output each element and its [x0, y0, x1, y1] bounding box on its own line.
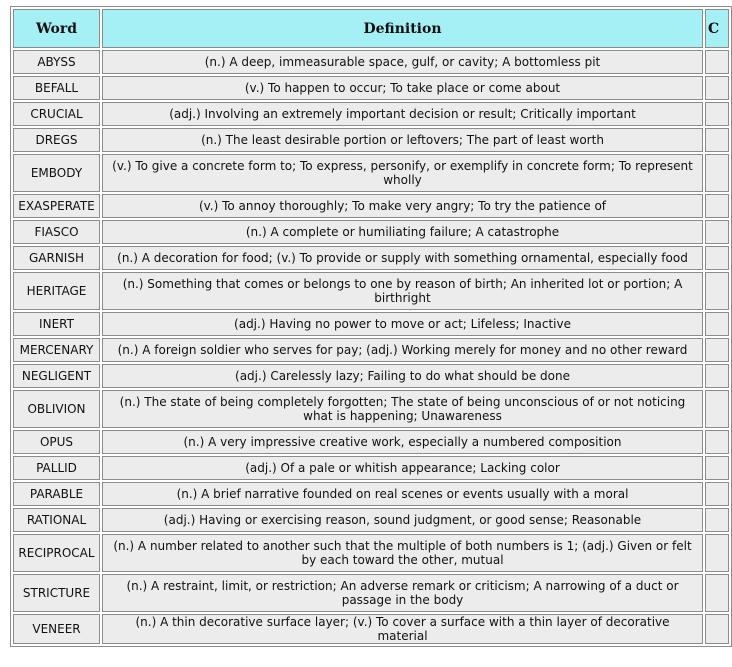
word-cell: ABYSS [13, 50, 100, 74]
definition-cell: (n.) A complete or humiliating failure; A catastrophe [102, 220, 703, 244]
definition-cell: (n.) Something that comes or belongs to one by reason of birth; An inherited lot or portion; A birthright [102, 272, 703, 310]
table-row [13, 102, 729, 126]
cropped-cell [705, 154, 729, 192]
table-row [13, 390, 729, 428]
cropped-cell [705, 76, 729, 100]
vocabulary-table [10, 6, 732, 647]
word-cell: RECIPROCAL [13, 534, 100, 572]
definition-cell: (n.) The least desirable portion or leftovers; The part of least worth [102, 128, 703, 152]
word-cell: CRUCIAL [13, 102, 100, 126]
word-cell: PARABLE [13, 482, 100, 506]
table-row [13, 508, 729, 532]
cropped-cell [705, 390, 729, 428]
cropped-fragment [150, 0, 310, 1]
definition-cell: (v.) To give a concrete form to; To express, personify, or exemplify in concrete form; To represent wholly [102, 154, 703, 192]
definition-cell: (n.) A deep, immeasurable space, gulf, or cavity; A bottomless pit [102, 50, 703, 74]
definition-cell: (n.) A decoration for food; (v.) To provide or supply with something ornamental, especially food [102, 246, 703, 270]
cropped-cell [705, 128, 729, 152]
cropped-cell [705, 312, 729, 336]
cropped-cell [705, 272, 729, 310]
header-row [13, 9, 729, 48]
word-cell: NEGLIGENT [13, 364, 100, 388]
cropped-cell [705, 220, 729, 244]
word-cell: OPUS [13, 430, 100, 454]
definition-cell: (v.) To annoy thoroughly; To make very angry; To try the patience of [102, 194, 703, 218]
table-row [13, 50, 729, 74]
definition-cell: (adj.) Having or exercising reason, sound judgment, or good sense; Reasonable [102, 508, 703, 532]
table-row [13, 338, 729, 362]
cropped-column-header: C [705, 9, 729, 48]
word-cell: DREGS [13, 128, 100, 152]
definition-cell: (n.) A foreign soldier who serves for pay; (adj.) Working merely for money and no other reward [102, 338, 703, 362]
table-row [13, 128, 729, 152]
word-cell: RATIONAL [13, 508, 100, 532]
definition-cell: (adj.) Carelessly lazy; Failing to do what should be done [102, 364, 703, 388]
table-row [13, 220, 729, 244]
definition-column-header: Definition [102, 9, 703, 48]
word-cell: EXASPERATE [13, 194, 100, 218]
word-cell: FIASCO [13, 220, 100, 244]
table-row [13, 614, 729, 644]
cropped-cell [705, 508, 729, 532]
cropped-cell [705, 246, 729, 270]
table-row [13, 76, 729, 100]
cropped-cell [705, 194, 729, 218]
cropped-cell [705, 50, 729, 74]
definition-cell: (n.) A number related to another such that the multiple of both numbers is 1; (adj.) Given or felt by each toward the other, mutual [102, 534, 703, 572]
definition-cell: (v.) To happen to occur; To take place or come about [102, 76, 703, 100]
word-cell: VENEER [13, 614, 100, 644]
table-row [13, 364, 729, 388]
table-row [13, 194, 729, 218]
definition-cell: (n.) A brief narrative founded on real scenes or events usually with a moral [102, 482, 703, 506]
table-row [13, 574, 729, 612]
word-cell: PALLID [13, 456, 100, 480]
table-row [13, 456, 729, 480]
table-row [13, 430, 729, 454]
table-row [13, 312, 729, 336]
word-cell: STRICTURE [13, 574, 100, 612]
definition-cell: (n.) The state of being completely forgotten; The state of being unconscious of or not noticing what is happening; Unawareness [102, 390, 703, 428]
table-row [13, 154, 729, 192]
table-row [13, 482, 729, 506]
table-row [13, 246, 729, 270]
cropped-cell [705, 482, 729, 506]
table-row [13, 534, 729, 572]
cropped-cell [705, 102, 729, 126]
cropped-cell [705, 614, 729, 644]
word-cell: HERITAGE [13, 272, 100, 310]
word-cell: MERCENARY [13, 338, 100, 362]
cropped-cell [705, 430, 729, 454]
cropped-cell [705, 338, 729, 362]
cropped-cell [705, 574, 729, 612]
cropped-cell [705, 534, 729, 572]
word-cell: INERT [13, 312, 100, 336]
definition-cell: (n.) A thin decorative surface layer; (v.) To cover a surface with a thin layer of decorative material [102, 614, 703, 644]
definition-cell: (adj.) Having no power to move or act; Lifeless; Inactive [102, 312, 703, 336]
word-cell: BEFALL [13, 76, 100, 100]
cropped-cell [705, 364, 729, 388]
definition-cell: (n.) A very impressive creative work, especially a numbered composition [102, 430, 703, 454]
cropped-cell [705, 456, 729, 480]
definition-cell: (adj.) Involving an extremely important decision or result; Critically important [102, 102, 703, 126]
word-column-header: Word [13, 9, 100, 48]
definition-cell: (n.) A restraint, limit, or restriction; An adverse remark or criticism; A narrowing of a duct or passage in the body [102, 574, 703, 612]
table-row [13, 272, 729, 310]
word-cell: EMBODY [13, 154, 100, 192]
definition-cell: (adj.) Of a pale or whitish appearance; Lacking color [102, 456, 703, 480]
word-cell: GARNISH [13, 246, 100, 270]
word-cell: OBLIVION [13, 390, 100, 428]
